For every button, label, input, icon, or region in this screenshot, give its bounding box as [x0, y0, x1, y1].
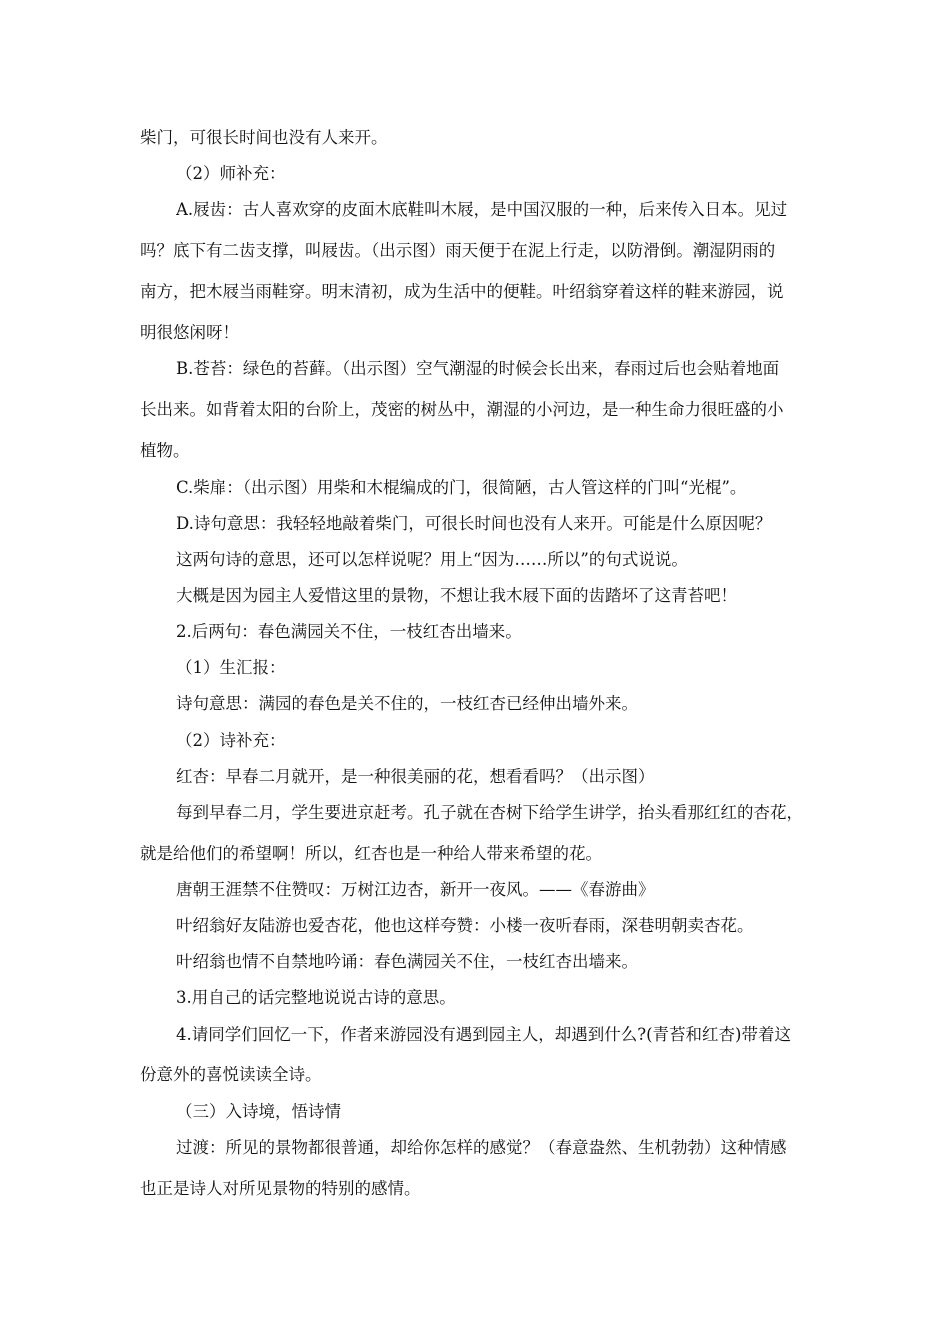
text-line: 柴门，可很长时间也没有人来开。 — [140, 128, 388, 147]
text-line: 4.请同学们回忆一下，作者来游园没有遇到园主人，却遇到什么?(青苔和红杏)带着这 — [176, 1025, 791, 1044]
text-line: 叶绍翁好友陆游也爱杏花，他也这样夸赞：小楼一夜听春雨，深巷明朝卖杏花。 — [176, 916, 754, 935]
text-line: （2）师补充： — [176, 164, 286, 183]
text-line: 也正是诗人对所见景物的特别的感情。 — [140, 1179, 421, 1198]
text-line: 唐朝王涯禁不住赞叹：万树江边杏，新开一夜风。——《春游曲》 — [176, 880, 655, 899]
text-line: 叶绍翁也情不自禁地吟诵：春色满园关不住，一枝红杏出墙来。 — [176, 952, 638, 971]
text-line: 大概是因为园主人爱惜这里的景物，不想让我木屐下面的齿踏坏了这青苔吧！ — [176, 586, 737, 605]
text-line: 明很悠闲呀！ — [140, 323, 239, 342]
text-line: （三）入诗境，悟诗情 — [176, 1102, 341, 1121]
text-line: （1）生汇报： — [176, 658, 286, 677]
text-line: 就是给他们的希望啊！所以，红杏也是一种给人带来希望的花。 — [140, 844, 602, 863]
text-line: 长出来。如背着太阳的台阶上，茂密的树丛中，潮湿的小河边，是一种生命力很旺盛的小 — [140, 400, 784, 419]
text-line: 过渡：所见的景物都很普通，却给你怎样的感觉？（春意盎然、生机勃勃）这种情感 — [176, 1138, 787, 1157]
text-line: A.屐齿：古人喜欢穿的皮面木底鞋叫木屐，是中国汉服的一种，后来传入日本。见过 — [176, 200, 788, 219]
text-line: 2.后两句：春色满园关不住，一枝红杏出墙来。 — [176, 622, 522, 641]
text-line: 3.用自己的话完整地说说古诗的意思。 — [176, 988, 456, 1007]
text-line: 南方，把木屐当雨鞋穿。明末清初，成为生活中的便鞋。叶绍翁穿着这样的鞋来游园，说 — [140, 282, 784, 301]
text-line: 每到早春二月，学生要进京赶考。孔子就在杏树下给学生讲学，抬头看那红红的杏花， — [176, 803, 803, 822]
text-line: C.柴扉：（出示图）用柴和木棍编成的门，很简陋，古人管这样的门叫“光棍”。 — [176, 478, 747, 497]
text-line: 诗句意思：满园的春色是关不住的，一枝红杏已经伸出墙外来。 — [176, 694, 638, 713]
text-line: 植物。 — [140, 441, 190, 460]
text-line: 这两句诗的意思，还可以怎样说呢？用上“因为……所以”的句式说说。 — [176, 550, 688, 569]
text-line: 红杏：早春二月就开，是一种很美丽的花，想看看吗？（出示图） — [176, 767, 655, 786]
text-line: D.诗句意思：我轻轻地敲着柴门，可很长时间也没有人来开。可能是什么原因呢？ — [176, 514, 772, 533]
text-line: 份意外的喜悦读读全诗。 — [140, 1065, 322, 1084]
text-line: B.苍苔：绿色的苔藓。（出示图）空气潮湿的时候会长出来，春雨过后也会贴着地面 — [176, 359, 780, 378]
text-line: （2）诗补充： — [176, 731, 286, 750]
text-line: 吗？底下有二齿支撑，叫屐齿。（出示图）雨天便于在泥上行走，以防滑倒。潮湿阴雨的 — [140, 241, 776, 260]
